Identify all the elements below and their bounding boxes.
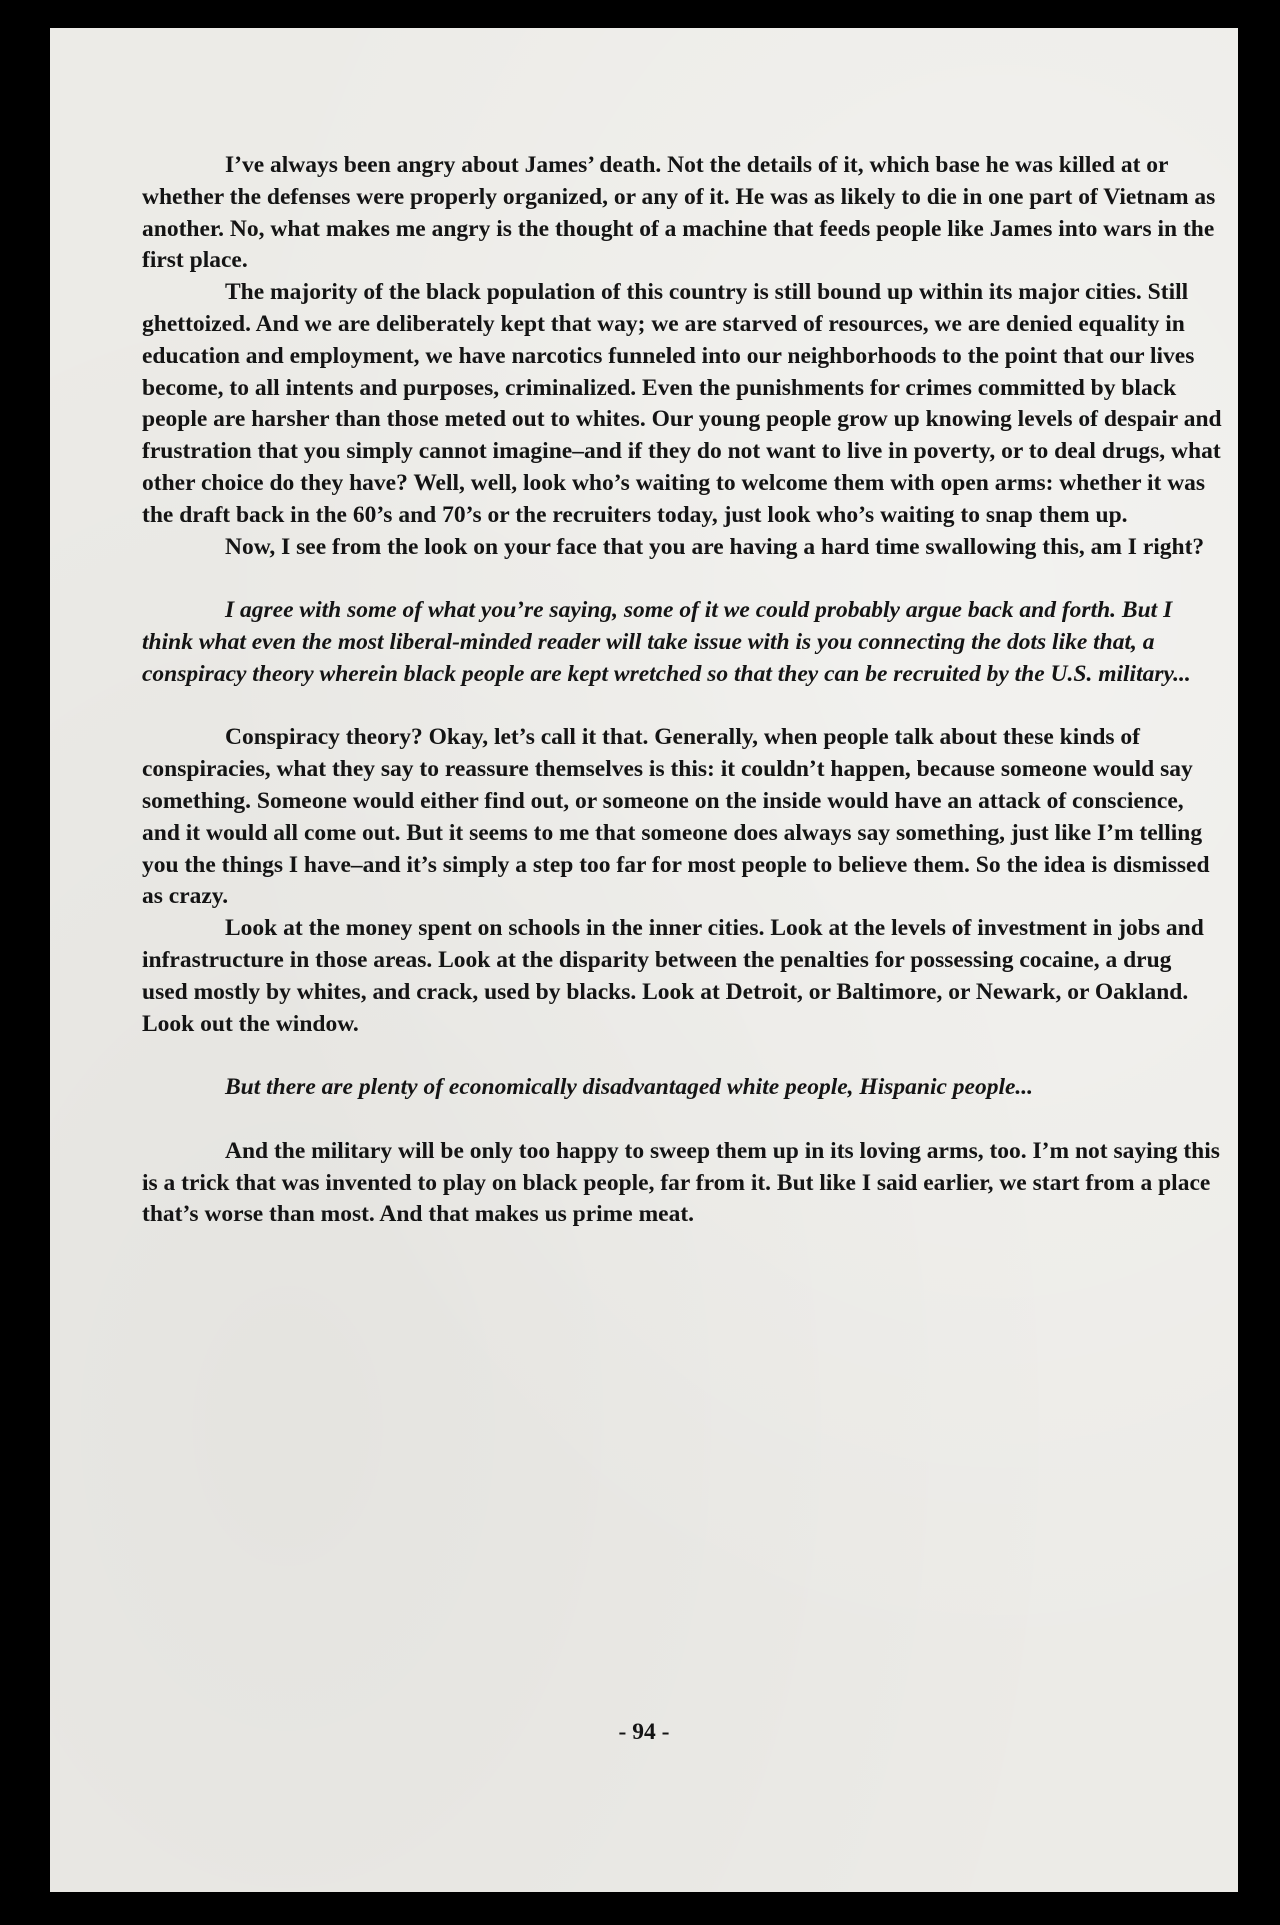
page: [50, 28, 1238, 1892]
paragraph-james-death: I’ve always been angry about James’ death. Not the details of it, which base he was killed at or whether the defenses were properly organized, or any of it. He was as likely to die in one part of Vietnam as another. No, what makes me angry is the thought of a machine that feeds people like James into wars in the first place.: [142, 152, 1216, 274]
paragraph-look-at-money: Look at the money spent on schools in the inner cities. Look at the levels of investment in jobs and infrastructure in those areas. Look at the disparity between the penalties for possessing cocaine, a drug used mostly by whites, and crack, used by blacks. Look at Detroit, or Baltimore, or Newark, or Oakland. Look out the window.: [142, 915, 1204, 1037]
paragraph-gap: [142, 691, 1222, 723]
paragraph-gap: [142, 1040, 1222, 1072]
paragraph-military-sweep: And the military will be only too happy to sweep them up in its loving arms, too. I’m not saying this is a trick that was invented to play on black people, far from it. But like I said earlier, we start from a place that’s worse than most. And that makes us prime meat.: [142, 1137, 1220, 1228]
interviewer-question-disadvantaged: But there are plenty of economically disadvantaged white people, Hispanic people...: [225, 1074, 1034, 1101]
body-text: [142, 150, 1222, 1231]
page-number: - 94 -: [618, 1719, 670, 1745]
paragraph-hard-time: Now, I see from the look on your face that you are having a hard time swallowing this, am I right?: [225, 533, 1205, 560]
paragraph-gap: [142, 1104, 1222, 1136]
paragraph-gap: [142, 563, 1222, 595]
paragraph-conspiracy-theory: Conspiracy theory? Okay, let’s call it that. Generally, when people talk about these kinds of conspiracies, what they say to reassure themselves is this: it couldn’t happen, because someone would say something. Someone would either find out, or someone on the inside would have an attack of conscience, and it would all come out. But it seems to me that someone does always say something, just like I’m telling you the things I have–and it’s simply a step too far for most people to believe them. So the idea is dismissed as crazy.: [142, 724, 1210, 910]
paragraph-black-population: The majority of the black population of this country is still bound up within its major cities. Still ghettoized. And we are deliberately kept that way; we are starved of resources, we are denied equality in education and employment, we have narcotics funneled into our neighborhoods to the point that our lives become, to all intents and purposes, criminalized. Even the punishments for crimes committed by black people are harsher than those meted out to whites. Our young people grow up knowing levels of despair and frustration that you simply cannot imagine–and if they do not want to live in poverty, or to deal drugs, what other choice do they have? Well, well, look who’s waiting to welcome them with open arms: whether it was the draft back in the 60’s and 70’s or the recruiters today, just look who’s waiting to snap them up.: [142, 279, 1222, 528]
interviewer-question-conspiracy: I agree with some of what you’re saying, some of it we could probably argue back and forth. But I think what even the most liberal-minded reader will take issue with is you connecting the dots like that, a conspiracy theory wherein black people are kept wretched so that they can be recruited by the U.S. military...: [142, 597, 1191, 687]
